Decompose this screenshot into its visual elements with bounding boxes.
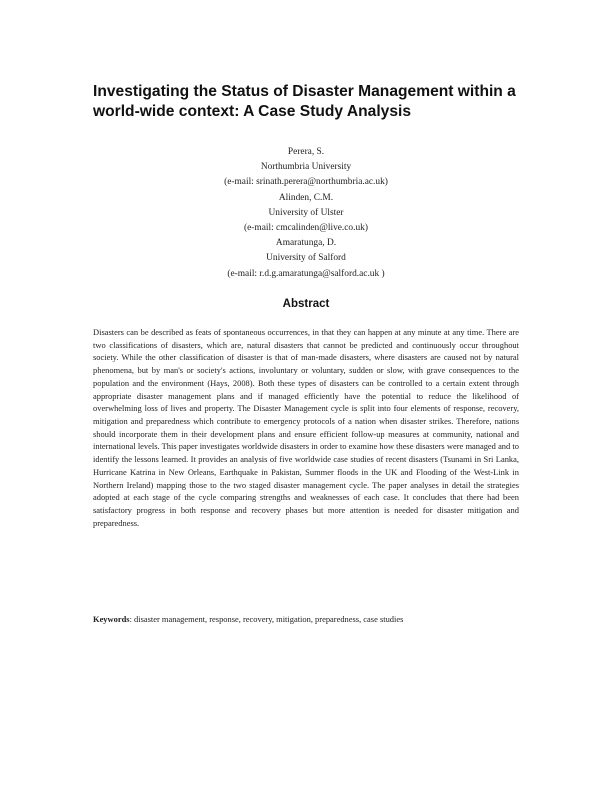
author-email: (e-mail: r.d.g.amaratunga@salford.ac.uk ) <box>227 268 385 279</box>
author-name: Amaratunga, D. <box>275 238 337 249</box>
author-email: (e-mail: cmcalinden@live.co.uk) <box>244 223 368 234</box>
keywords-line <box>93 613 519 626</box>
author-name: Alinden, C.M. <box>278 192 334 203</box>
keywords-text: : disaster management, response, recovery, mitigation, preparedness, case studies <box>129 614 404 624</box>
author-block <box>150 145 462 282</box>
keywords-label: Keywords <box>93 614 130 624</box>
author-affiliation: Northumbria University <box>260 162 352 173</box>
author-name: Perera, S. <box>287 147 325 157</box>
author-affiliation: University of Salford <box>266 253 346 264</box>
author-email: (e-mail: srinath.perera@northumbria.ac.uk) <box>224 177 388 188</box>
paper-title: Investigating the Status of Disaster Management within a world-wide context: A Case Study Analysis <box>93 83 516 120</box>
abstract-heading: Abstract <box>282 298 330 310</box>
abstract-text: Disasters can be described as feats of spontaneous occurrences, in that they can happen at any minute at any time. There are two classifications of disasters, which are, natural disasters that cannot be predicted and continuously occur throughout society. While the other classification of disaster is that of man-made disasters, where disasters are caused not by natural phenomena, but by man's or society's actions, involuntary or voluntary, sudden or slow, with grave consequences to the population and the environment (Hays, 2008). Both these types of disasters can be controlled to a certain extent through appropriate disaster management plans and if managed efficiently have the potential to reduce the likelihood of overwhelming loss of lives and property. The Disaster Management cycle is split into four elements of response, recovery, mitigation and preparedness which contribute to emergency protocols of a nation when disaster strikes. Therefore, nations should incorporate them in their development plans and ensure efficient follow-up measures at community, national and international levels. This paper investigates worldwide disasters in order to examine how these disasters were managed and to identify the lessons learned. It provides an analysis of five worldwide case studies of recent disasters (Tsunami in Sri Lanka, Hurricane Katrina in New Orleans, Earthquake in Pakistan, Summer floods in the UK and Flooding of the West-Link in Northern Ireland) mapping those to the two staged disaster management cycle. The paper analyses in detail the strategies adopted at each stage of the cycle comparing strengths and weaknesses of each case. It concludes that there had been satisfactory progress in both response and recovery phases but more attention is needed for disaster mitigation and preparedness. <box>93 327 519 528</box>
author-affiliation: University of Ulster <box>268 207 344 218</box>
